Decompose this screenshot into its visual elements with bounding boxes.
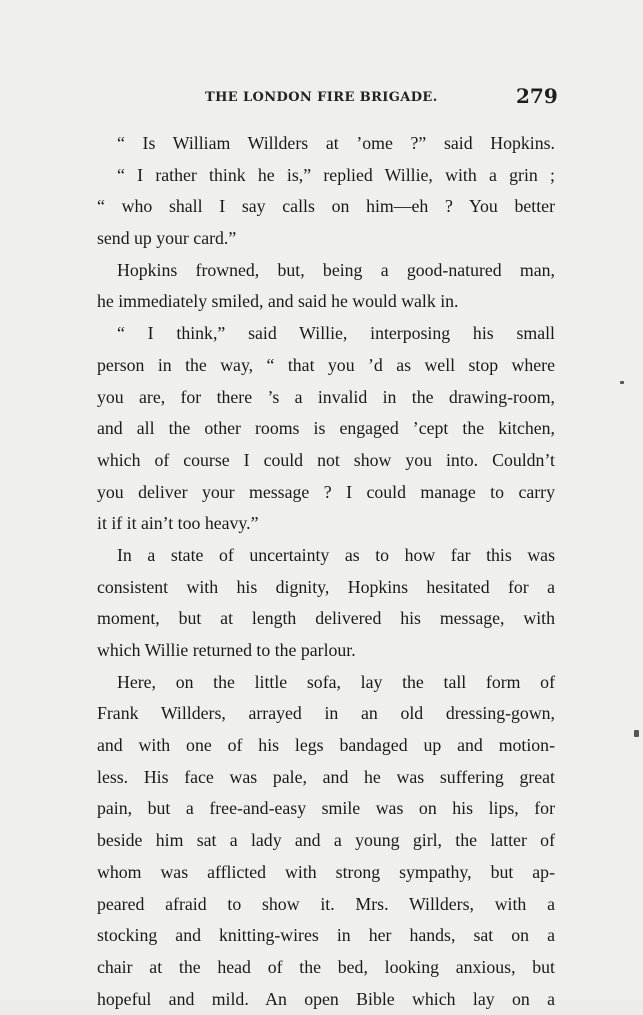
text-line: less. His face was pale, and he was suffering great (97, 766, 555, 787)
body-text (97, 128, 555, 1015)
text-line: “ I think,” said Willie, interposing his small (117, 323, 555, 344)
text-line: you deliver your message ? I could manage to carry (97, 481, 555, 502)
text-line: you are, for there ’s a invalid in the drawing-room, (97, 386, 555, 407)
text-line: which Willie returned to the parlour. (97, 640, 356, 660)
text-line: Here, on the little sofa, lay the tall form of (117, 671, 555, 692)
text-line: moment, but at length delivered his message, with (97, 608, 555, 629)
text-line: Frank Willders, arrayed in an old dressing-gown, (97, 703, 555, 724)
stray-mark (634, 730, 639, 737)
text-line: consistent with his dignity, Hopkins hesitated for a (97, 576, 555, 597)
text-line: In a state of uncertainty as to how far this was (117, 544, 555, 565)
text-line: and all the other rooms is engaged ’cept the kitchen, (97, 418, 555, 439)
text-line: and with one of his legs bandaged up and motion- (97, 735, 555, 756)
text-line: he immediately smiled, and said he would walk in. (97, 291, 459, 312)
text-line: “ who shall I say calls on him—eh ? You better (97, 196, 555, 217)
text-line: Hopkins frowned, but, being a good-natured man, (117, 259, 555, 280)
text-line: which of course I could not show you into. Couldn’t (97, 449, 555, 470)
text-line: “ Is William Willders at ’ome ?” said Hopkins. (117, 133, 555, 153)
running-head: THE LONDON FIRE BRIGADE. (205, 90, 438, 105)
text-line: peared afraid to show it. Mrs. Willders, with a (97, 893, 555, 914)
text-line: beside him sat a lady and a young girl, the latter of (97, 830, 555, 851)
text-line: pain, but a free-and-easy smile was on his lips, for (97, 798, 555, 819)
text-line: “ I rather think he is,” replied Willie, with a grin ; (117, 164, 555, 185)
text-line: person in the way, “ that you ’d as well stop where (97, 354, 555, 375)
text-line: it if it ain’t too heavy.” (97, 513, 259, 534)
page-number: 279 (516, 84, 558, 108)
text-line: send up your card.” (97, 228, 237, 249)
text-line: chair at the head of the bed, looking anxious, but (97, 956, 555, 977)
text-line: stocking and knitting-wires in her hands, sat on a (97, 925, 555, 946)
text-line: hopeful and mild. An open Bible which lay on a (97, 988, 555, 1009)
stray-mark (620, 381, 624, 384)
text-line: whom was afflicted with strong sympathy, but ap- (97, 861, 555, 882)
